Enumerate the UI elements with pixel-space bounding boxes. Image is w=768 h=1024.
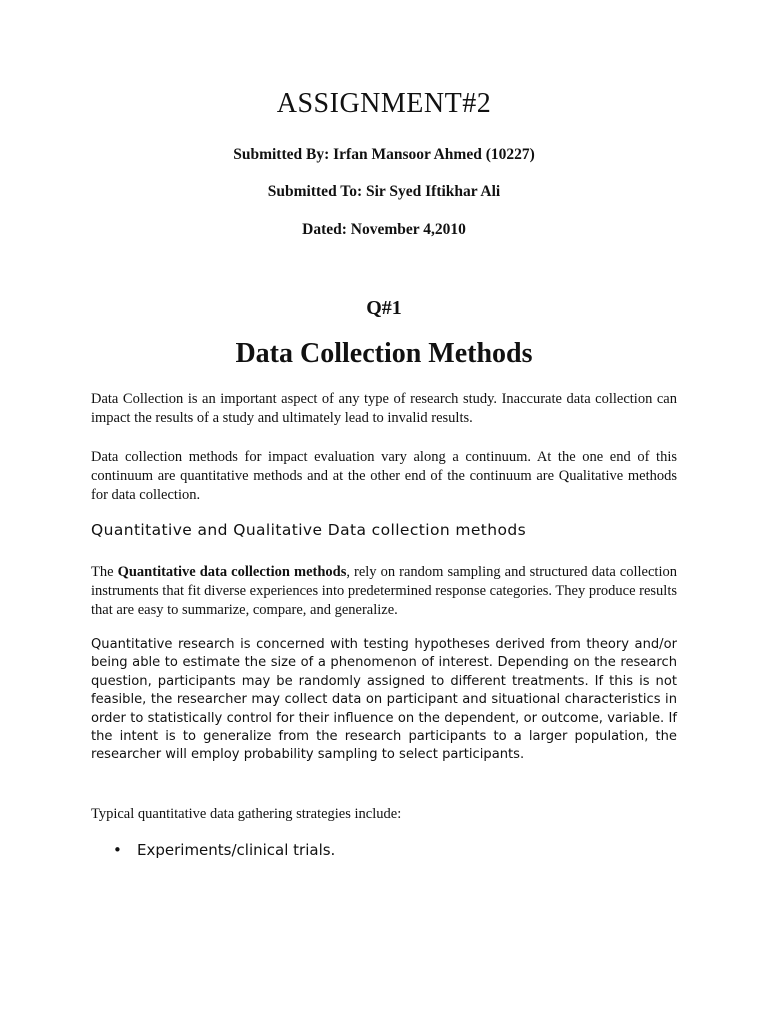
bullet-icon: • — [113, 841, 122, 859]
paragraph-intro: Data Collection is an important aspect of any type of research study. Inaccurate data collection can impact the results of a study and ultimately lead to invalid results. — [91, 391, 677, 426]
para3-bold: Quantitative data collection methods — [117, 564, 347, 580]
section-heading: Data Collection Methods — [235, 338, 533, 369]
paragraph-research: Quantitative research is concerned with testing hypotheses derived from theory and/or being able to estimate the size of a phenomenon of interest. Depending on the research question, participants may be randomly assigned to different treatments. If this is not feasible, the researcher may collect data on participant and situational characteristics in order to statistically control for their influence on the dependent, or outcome, variable. If the intent is to generalize from the research participants to a larger population, the researcher will employ probability sampling to select participants. — [91, 637, 677, 763]
assignment-title: ASSIGNMENT#2 — [276, 88, 492, 119]
submitted-by: Submitted By: Irfan Mansoor Ahmed (10227) — [233, 146, 535, 163]
date: Dated: November 4,2010 — [302, 221, 466, 238]
paragraph-continuum: Data collection methods for impact evaluation vary along a continuum. At the one end of this continuum are quantitative methods and at the other end of the continuum are Qualitative methods for data collection. — [91, 449, 677, 503]
paragraph-quantitative — [91, 563, 677, 620]
list-item-text: Experiments/clinical trials. — [137, 841, 336, 859]
question-number: Q#1 — [366, 297, 402, 319]
paragraph-strategies: Typical quantitative data gathering strategies include: — [91, 806, 402, 822]
para3-rest: , rely on random sampling and structured data collection instruments that fit diverse experiences into predetermined response categories. They produce results that are easy to summarize, compare, and generalize. — [91, 564, 677, 618]
subheading: Quantitative and Qualitative Data collection methods — [91, 521, 527, 539]
para3-lead: The — [91, 564, 118, 580]
submitted-to: Submitted To: Sir Syed Iftikhar Ali — [267, 183, 501, 200]
strategy-list — [91, 840, 677, 860]
list-item — [91, 840, 677, 860]
